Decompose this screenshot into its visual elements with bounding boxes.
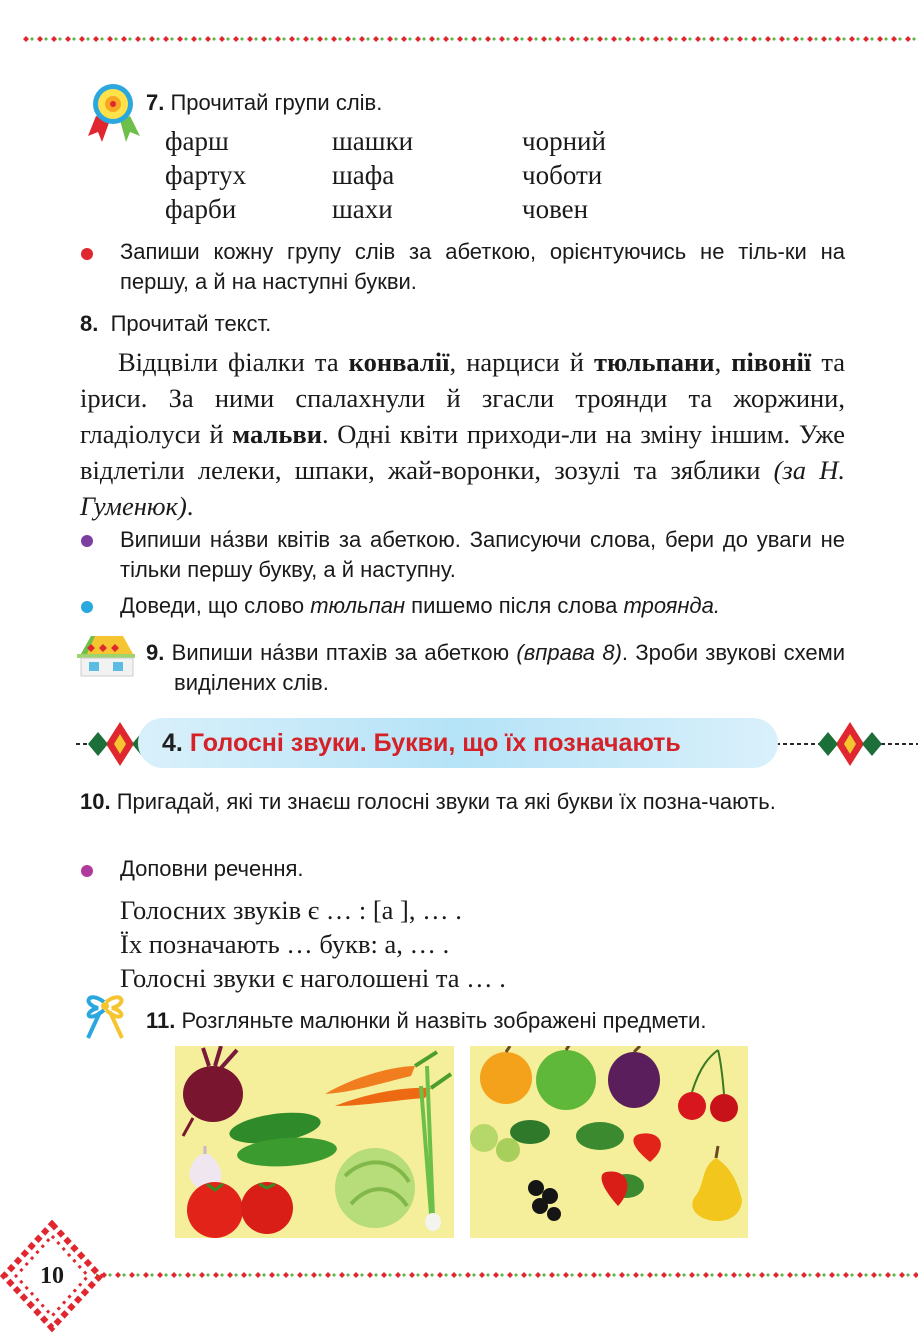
bottom-ornament (0, 1220, 918, 1332)
exercise-10 (80, 787, 845, 817)
text-fragment: . (186, 491, 194, 521)
page-number: 10 (40, 1263, 64, 1289)
text-fragment: пишемо після слова (405, 593, 624, 618)
medal-icon (84, 82, 142, 142)
magenta-bullet (81, 865, 93, 877)
word: чорний (522, 126, 606, 156)
purple-bullet (81, 535, 93, 547)
vegetables-picture (175, 1046, 454, 1238)
exercise-text: Розгляньте малюнки й назвіть зображені предмети. (181, 1008, 707, 1033)
italic-word: троянда. (623, 593, 720, 618)
sentence-line: Голосні звуки є наголошені та … . (120, 963, 506, 993)
sentence-line: Голосних звуків є … : [а ], … . (120, 895, 462, 925)
text-fragment: Доведи, що слово (120, 593, 311, 618)
reading-text (80, 344, 845, 524)
exercise-instruction: Прочитай групи слів. (170, 90, 383, 115)
exercise-11 (146, 1006, 706, 1036)
word: фарби (165, 194, 237, 224)
text-fragment: . Одні квіти приходи-ли на зміну іншим. Уже відлетіли лелеки, шпаки, жай-воронки, зозулі та зяблики (80, 419, 845, 485)
text-fragment: , (714, 347, 732, 377)
top-ornament-band (20, 34, 918, 44)
ribbon-tassel-icon (78, 990, 132, 1044)
exercise-number: 9. (146, 640, 165, 665)
exercise-number: 7. (146, 90, 165, 115)
exercise-number: 10. (80, 789, 111, 814)
word: шашки (332, 126, 414, 156)
section-title: Голосні звуки. Букви, що їх позначають (189, 729, 681, 757)
word-column-2 (332, 124, 413, 226)
blue-bullet (81, 601, 93, 613)
sentence-line: Їх позначають … букв: а, … . (120, 929, 450, 959)
section-heading (162, 728, 681, 758)
word: човен (522, 194, 589, 224)
bold-word: мальви (232, 419, 322, 449)
house-icon (73, 632, 139, 678)
exercise-number: 8. (80, 311, 99, 336)
text-fragment: . Зроби звукові схеми виділених слів. (174, 640, 845, 695)
bold-word: тюльпани (594, 347, 715, 377)
text-fragment: , нарциси й (449, 347, 595, 377)
vegetables-illustration (175, 1046, 454, 1238)
exercise-8-task-1: Випиши на́зви квітів за абеткою. Записуючи слова, бери до уваги не тільки першу букву, а й наступну. (120, 527, 845, 582)
exercise-8 (80, 309, 271, 339)
word: шафа (332, 160, 395, 190)
exercise-7-task: Запиши кожну групу слів за абеткою, орієнтуючись не тіль-ки на першу, а й на наступні букви. (120, 239, 845, 294)
word: шахи (332, 194, 393, 224)
exercise-7 (146, 88, 382, 118)
fruits-illustration (470, 1046, 748, 1238)
word: фартух (165, 160, 247, 190)
text-source: (за Н. Гуменюк) (80, 455, 845, 521)
word-column-1 (165, 124, 246, 226)
word: чоботи (522, 160, 603, 190)
word: фарш (165, 126, 229, 156)
text-fragment: Відцвіли фіалки та (118, 347, 349, 377)
word-column-3 (522, 124, 606, 226)
exercise-10-task: Доповни речення. (120, 856, 304, 881)
exercise-instruction: Прочитай текст. (110, 311, 272, 336)
fill-in-sentences (120, 893, 506, 995)
fruits-picture (470, 1046, 748, 1238)
italic-reference: (вправа 8) (516, 640, 622, 665)
exercise-text: Пригадай, які ти знаєш голосні звуки та які букви їх позна-чають. (116, 789, 776, 814)
bold-word: конвалії (348, 347, 450, 377)
exercise-number: 11. (146, 1008, 176, 1033)
text-fragment: Випиши на́зви птахів за абеткою (171, 640, 517, 665)
exercise-8-task-2 (120, 591, 845, 621)
exercise-9 (146, 638, 845, 698)
bold-word: півонії (731, 347, 812, 377)
italic-word: тюльпан (310, 593, 406, 618)
section-number: 4. (162, 729, 183, 757)
red-bullet (81, 248, 93, 260)
text-fragment: та іриси. За ними спалахнули й згасли троянди та жоржини, гладіолуси й (80, 347, 846, 449)
